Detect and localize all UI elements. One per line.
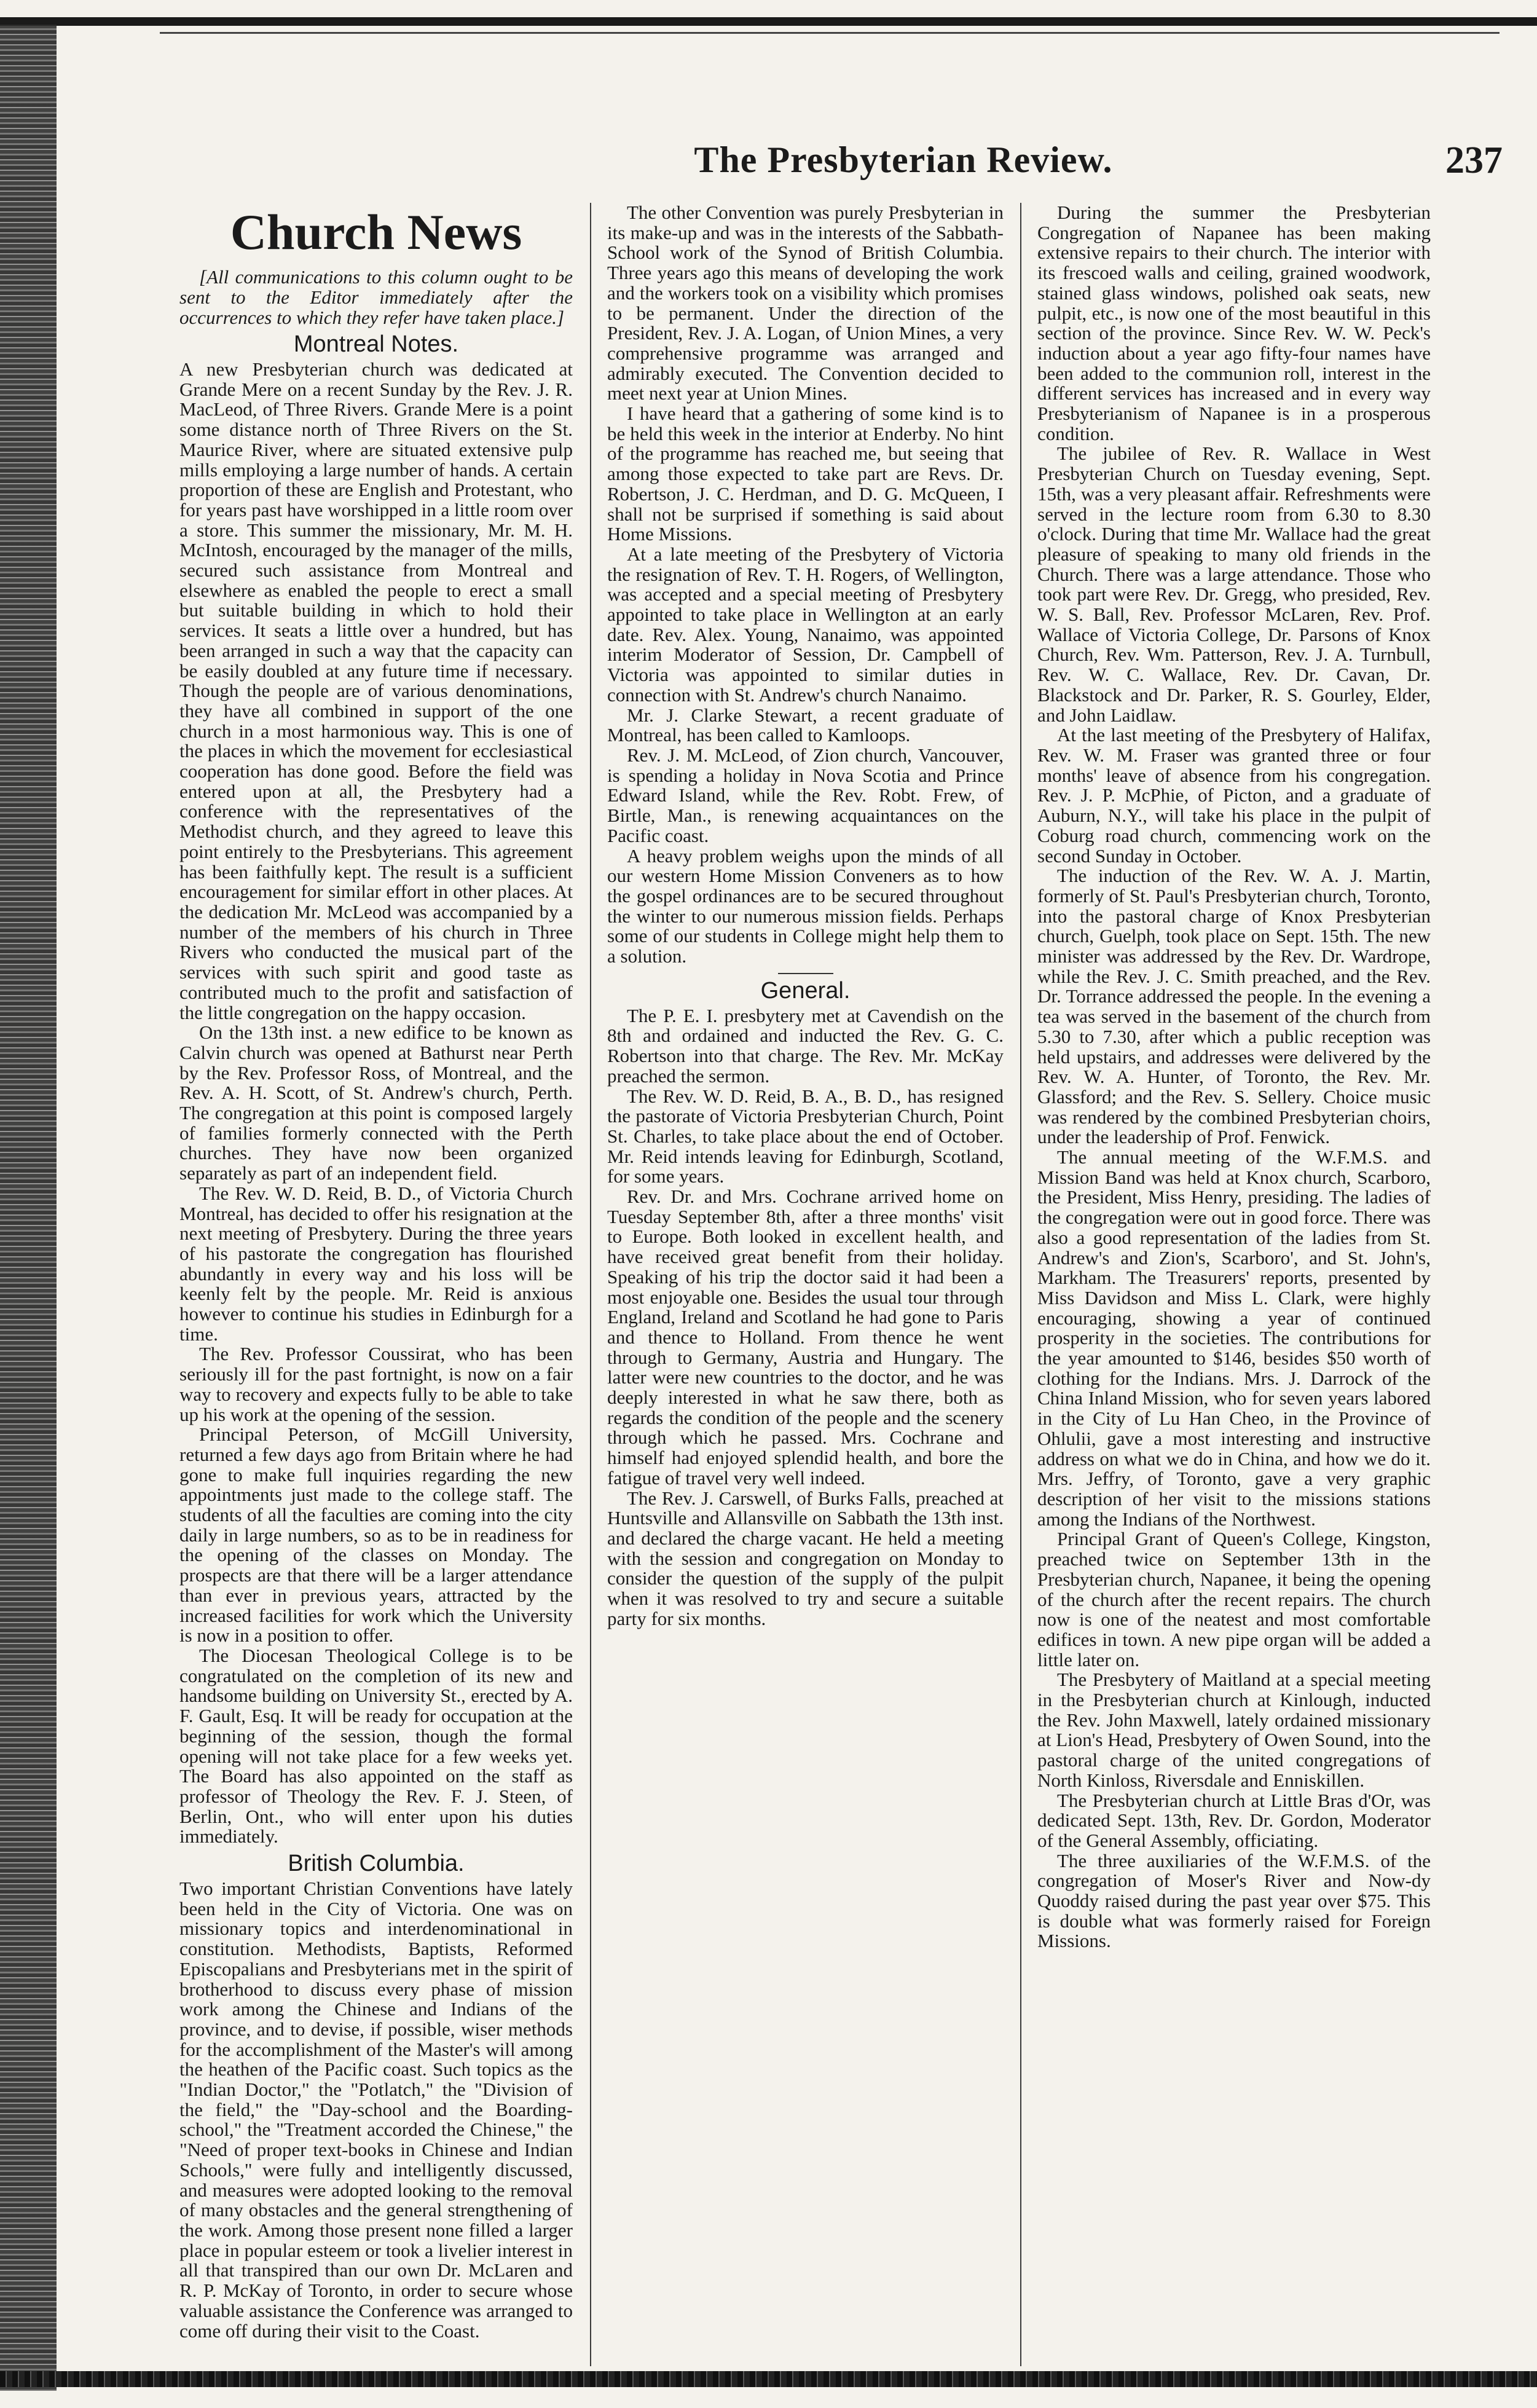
journal-title: The Presbyterian Review. (694, 140, 1113, 180)
article-paragraph: At the last meeting of the Presbytery of Halifax, Rev. W. M. Fraser was granted three or four months' leave of absence from his congregation. Rev. J. P. McPhie, of Picton, and a graduate of Auburn, N.Y., will take his place in the pulpit of Coburg road church, commencing work on the second Sunday in October. (1037, 724, 1431, 867)
article-paragraph: Two important Christian Conventions have lately been held in the City of Victoria. One was on missionary topics and interdenominational in constitution. Methodists, Baptists, Reformed Episcopalians and Presbyterians met in the spirit of brotherhood to discuss every phase of mission work among the Chinese and Indians of the province, and to devise, if possible, wiser methods for the accomplishment of the Master's will among the heathen of the Pacific coast. Such topics as the "Indian Doctor," the "Potlatch," the "Division of the field," the "Day-school and the Boarding-school," the "Treatment accorded the Chinese," the "Need of proper text-books in Chinese and Indian Schools," were fully and intelligently discussed, and measures were adopted looking to the removal of many obstacles and the general strengthening of the work. Among those present none filled a larger place in popular esteem or took a livelier interest in all that transpired than our own Dr. McLaren and R. P. McKay of Toronto, in order to secure whose valuable assistance the Conference was arranged to come off during their visit to the Coast. (179, 1878, 573, 2342)
article-paragraph: A new Presbyterian church was dedicated at Grande Mere on a recent Sunday by the Rev. J. R. MacLeod, of Three Rivers. Grande Mere is a point some distance north of Three Rivers on the St. Maurice River, where are situated extensive pulp mills employing a large number of hands. A certain proportion of these are English and Protestant, who for years past have worshipped in a little room over a store. This summer the missionary, Mr. M. H. McIntosh, encouraged by the manager of the mills, secured such assistance from Montreal and elsewhere as enabled the people to erect a small but suitable building in which to hold their services. It seats a little over a hundred, but has been arranged in such a way that the capacity can be easily doubled at any future time if necessary. Though the people are of various denominations, they have all combined in support of the one church in a most harmonious way. This is one of the places in which the movement for ecclesiastical cooperation has done good. Before the field was entered upon at all, the Presbytery had a conference with the representatives of the Methodist church, and they agreed to leave this point entirely to the Presbyterians. This agreement has been faithfully kept. The result is a sufficient encouragement for similar effort in other places. At the dedication Mr. McLeod was accompanied by a number of the members of his church in Three Rivers who conducted the musical part of the services with such spirit and good taste as contributed much to the profit and satisfaction of the little congregation on the happy occasion. (179, 358, 573, 1023)
general-heading: General. (760, 977, 851, 1004)
british-columbia-heading: British Columbia. (288, 1851, 465, 1877)
article-paragraph: The Presbytery of Maitland at a special meeting in the Presbyterian church at Kinlough, inducted the Rev. John Maxwell, lately ordained missionary at Lion's Head, Presbytery of Owen Sound, into the pastoral charge of the united congregations of North Kinloss, Riversdale and Enniskillen. (1037, 1669, 1431, 1791)
article-paragraph: Mr. J. Clarke Stewart, a recent graduate of Montreal, has been called to Kamloops. (607, 704, 1004, 746)
article-paragraph: Principal Grant of Queen's College, Kingston, preached twice on September 13th in the Presbyterian church, Napanee, it being the opening of the church after the recent repairs. The church now is one of the neatest and most comfortable edifices in town. A new pipe organ will be added a little later on. (1037, 1528, 1431, 1670)
article-paragraph: A heavy problem weighs upon the minds of all our western Home Mission Conveners as to how the gospel ordinances are to be secured throughout the winter to our numerous mission fields. Perhaps some of our students in College might help them to a solution. (607, 844, 1004, 967)
article-paragraph: The Rev. Professor Coussirat, who has been seriously ill for the past fortnight, is now on a fair way to recovery and expects fully to be able to take up his work at the opening of the session. (179, 1343, 573, 1425)
binding-edge (0, 25, 57, 2391)
article-paragraph: The induction of the Rev. W. A. J. Martin, formerly of St. Paul's Presbyterian church, Toronto, into the pastoral charge of Knox Presbyterian church, Guelph, took place on Sept. 15th. The new minister was addressed by the Rev. Dr. Wardrope, while the Rev. J. C. Smith preached, and the Rev. Dr. Torrance addressed the people. In the evening a tea was served in the basement of the church from 5.30 to 7.30, after which a public reception was held upstairs, and addresses were delivered by the Rev. W. A. Hunter, of Toronto, the Rev. Mr. Glassford; and the Rev. S. Sellery. Choice music was rendered by the combined Presbyterian choirs, under the leadership of Prof. Fenwick. (1037, 865, 1431, 1148)
article-paragraph: The jubilee of Rev. R. Wallace in West Presbyterian Church on Tuesday evening, Sept. 15th, was a very pleasant affair. Refreshments were served in the lecture room from 6.30 to 8.30 o'clock. During that time Mr. Wallace had the great pleasure of speaking to many old friends in the Church. There was a large attendance. Those who took part were Rev. Dr. Gregg, who presided, Rev. W. S. Ball, Rev. Professor McLaren, Rev. Prof. Wallace of Victoria College, Dr. Parsons of Knox Church, Rev. Wm. Patterson, Rev. J. A. Turnbull, Rev. W. C. Wallace, Rev. Dr. Cavan, Dr. Blackstock and Dr. Parker, R. S. Gourley, Elder, and John Laidlaw. (1037, 443, 1431, 726)
article-paragraph: The other Convention was purely Presbyterian in its make-up and was in the interests of the Sabbath-School work of the Synod of British Columbia. Three years ago this means of developing the work and the workers took on a visibility which promises to be permanent. Under the direction of the President, Rev. J. A. Logan, of Union Mines, a very comprehensive programme was arranged and admirably executed. The Convention decided to meet next year at Union Mines. (607, 203, 1004, 404)
article-paragraph: The three auxiliaries of the W.F.M.S. of the congregation of Moser's River and Now-dy Quoddy raised during the past year over $75. This is double what was formerly raised for Foreign Missions. (1037, 1849, 1431, 1952)
article-paragraph: During the summer the Presbyterian Congregation of Napanee has been making extensive repairs to their church. The interior with its frescoed walls and ceiling, grained woodwork, stained glass windows, polished oak seats, new pulpit, etc., is now one of the most beautiful in this section of the province. Since Rev. W. W. Peck's induction about a year ago fifty-four names have been added to the communion roll, interest in the different services has increased and in every way Presbyterianism of Napanee is in a prosperous condition. (1037, 203, 1431, 444)
top-border-rule (0, 17, 1537, 26)
article-paragraph: At a late meeting of the Presbytery of Victoria the resignation of Rev. T. H. Rogers, of Wellington, was accepted and a special meeting of Presbytery appointed to take place in Wellington at an early date. Rev. Alex. Young, Nanaimo, was appointed interim Moderator of Session, Dr. Campbell of Victoria was appointed to similar duties in connection with St. Andrew's church Nanaimo. (607, 543, 1004, 706)
column-1 (179, 203, 573, 2366)
article-paragraph: The Presbyterian church at Little Bras d'Or, was dedicated Sept. 13th, Rev. Dr. Gordon, Moderator of the General Assembly, officiating. (1037, 1789, 1431, 1851)
article-paragraph: On the 13th inst. a new edifice to be known as Calvin church was opened at Bathurst near Perth by the Rev. Professor Ross, of Montreal, and the Rev. A. H. Scott, of St. Andrew's church, Perth. The congregation at this point is composed largely of families formerly connected with the Perth churches. They have now been organized separately as part of an independent field. (179, 1021, 573, 1184)
page-number: 237 (1445, 140, 1503, 181)
article-paragraph: The Rev. W. D. Reid, B. A., B. D., has resigned the pastorate of Victoria Presbyterian Church, Point St. Charles, to take place about the end of October. Mr. Reid intends leaving for Edinburgh, Scotland, for some years. (607, 1085, 1004, 1187)
section-divider (778, 973, 833, 974)
editor-note: [All communications to this column ought to be sent to the Editor immediately after the occurrences to which they refer have taken place.] (179, 266, 573, 328)
article-paragraph: Rev. J. M. McLeod, of Zion church, Vancouver, is spending a holiday in Nova Scotia and Prince Edward Island, while the Rev. Robt. Frew, of Birtle, Man., is renewing acquaintances on the Pacific coast. (607, 744, 1004, 846)
article-paragraph: I have heard that a gathering of some kind is to be held this week in the interior at Enderby. No hint of the programme has reached me, but seeing that among those expected to take part are Revs. Dr. Robertson, J. C. Herdman, and D. G. McQueen, I shall not be surprised if something is said about Home Missions. (607, 403, 1004, 545)
column-rule (1020, 203, 1021, 2366)
article-paragraph: The Rev. J. Carswell, of Burks Falls, preached at Huntsville and Allansville on Sabbath the 13th inst. and declared the charge vacant. He held a meeting with the session and congregation on Monday to consider the question of the supply of the pulpit when it was resolved to try and secure a suitable party for six months. (607, 1487, 1004, 1629)
bottom-border-rule (0, 2371, 1537, 2387)
top-thin-rule (160, 32, 1500, 34)
section-heading: Church News (230, 204, 522, 260)
montreal-heading: Montreal Notes. (293, 331, 459, 357)
running-head (184, 139, 1524, 188)
article-paragraph: Rev. Dr. and Mrs. Cochrane arrived home on Tuesday September 8th, after a three months' visit to Europe. Both looked in excellent health, and have received great benefit from their holiday. Speaking of his trip the doctor said it had been a most enjoyable one. Besides the usual tour through England, Ireland and Scotland he had gone to Paris and thence to Holland. From thence he went through to Germany, Austria and Hungary. The latter were new countries to the doctor, and he was deeply interested in what he saw there, both as regards the condition of the people and the scenery through which he passed. Mrs. Cochrane and himself had enjoyed splendid health, and bore the fatigue of travel very well indeed. (607, 1186, 1004, 1489)
article-paragraph: The Rev. W. D. Reid, B. D., of Victoria Church Montreal, has decided to offer his resignation at the next meeting of Presbytery. During the three years of his pastorate the congregation has flourished abundantly in every way and his loss will be keenly felt by the people. Mr. Reid is anxious however to continue his studies in Edinburgh for a time. (179, 1182, 573, 1345)
article-paragraph: The P. E. I. presbytery met at Cavendish on the 8th and ordained and inducted the Rev. G. C. Robertson into that charge. The Rev. Mr. McKay preached the sermon. (607, 1004, 1004, 1087)
column-2 (607, 203, 1004, 2366)
column-3 (1037, 203, 1431, 2366)
column-rule (590, 203, 591, 2366)
article-paragraph: Principal Peterson, of McGill University, returned a few days ago from Britain where he had gone to make full inquiries regarding the new appointments just made to the college staff. The students of all the faculties are coming into the city daily in large numbers, so as to be in readiness for the opening of the classes on Monday. The prospects are that there will be a larger attendance than ever in previous years, attracted by the increased facilities for work which the University is now in a position to offer. (179, 1423, 573, 1647)
article-paragraph: The Diocesan Theological College is to be congratulated on the completion of its new and handsome building on University St., erected by A. F. Gault, Esq. It will be ready for occupation at the beginning of the session, though the formal opening will not take place for a few weeks yet. The Board has also appointed on the staff as professor of Theology the Rev. F. J. Steen, of Berlin, Ont., who will enter upon his duties immediately. (179, 1645, 573, 1847)
article-paragraph: The annual meeting of the W.F.M.S. and Mission Band was held at Knox church, Scarboro, the President, Miss Henry, presiding. The ladies of the congregation were out in good force. There was also a good representation of the ladies from St. Andrew's and Zion's, Scarboro', and St. John's, Markham. The Treasurers' reports, presented by Miss Davidson and Miss L. Clark, were highly encouraging, showing a year of continued prosperity in the societies. The contributions for the year amounted to $146, besides $50 worth of clothing for the Indians. Mrs. J. Darrock of the China Inland Mission, who for seven years labored in the City of Lu Han Cheo, in the Province of Ohlulii, gave a most interesting and instructive address on what we do in China, and how we do it. Mrs. Jeffry, of Toronto, gave a very graphic description of her visit to the missions stations among the Indians of the Northwest. (1037, 1146, 1431, 1530)
